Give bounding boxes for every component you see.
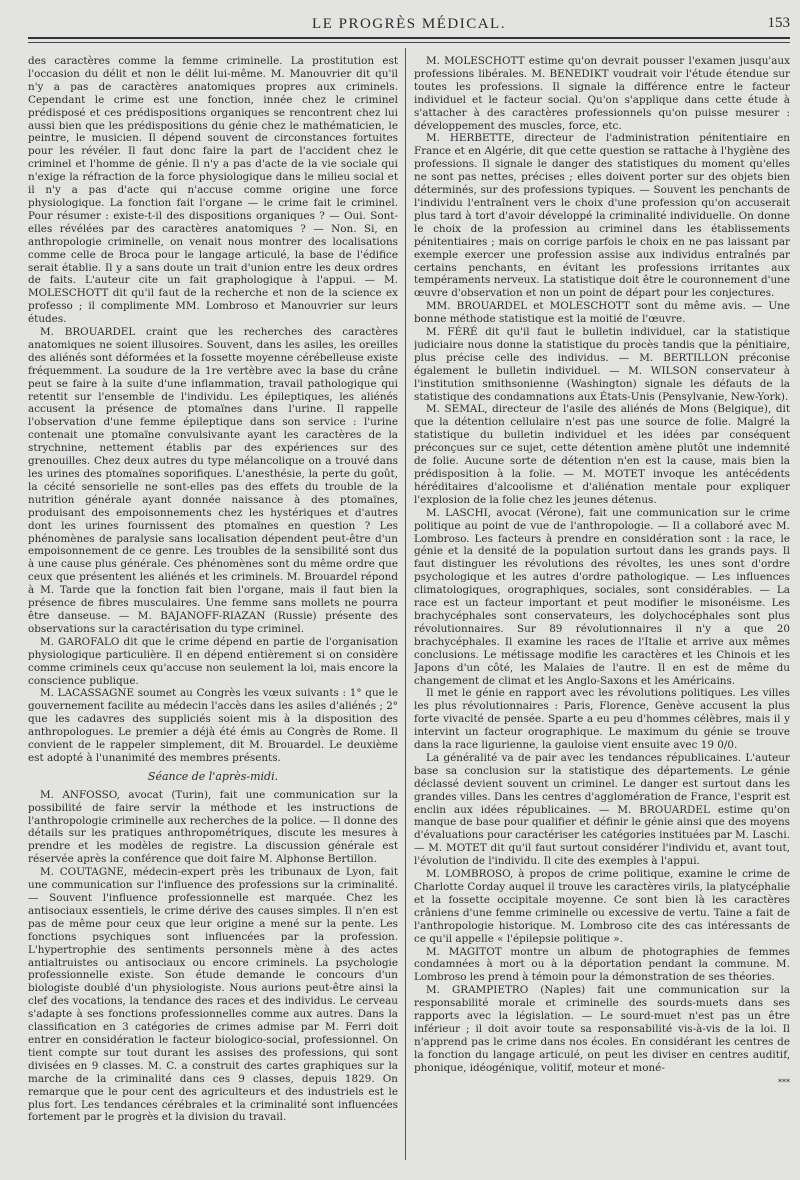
paragraph: M. LASCHI, avocat (Vérone), fait une communication sur le crime politique au point de vue de l'anthropologie. — Il a collaboré avec M. Lombroso. Les facteurs à prendre en considération sont : la race, le génie et la densité de la population surtout dans les grands pays. Il faut distinguer les révolutions des révoltes, les unes sont d'ordre psychologique et les autres d'ordre pathologique. — Les influences climatologiques, orographiques, sociales, sont considérables. — La race est un facteur important et peut modifier le misonéisme. Les brachycéphales sont conservateurs, les dolychocéphales sont plus révolutionnaires. Sur 89 révolutionnaires il n'y a que 20 brachycéphales. Il examine les races de l'Italie et arrive aux mêmes conclusions. Le métissage modifie les caractères et les Chinois et les Japons d'un côté, les Malaies de l'autre. Il en est de même du changement de climat et les Anglo-Saxons et les Américains.	[414, 506, 790, 687]
paragraph: M. GAROFALO dit que le crime dépend en partie de l'organisation physiologique particulière. Il en dépend entièrement si on considère comme criminels ceux qu'accuse non seulement la loi, mais encore la conscience publique.	[28, 635, 398, 687]
paragraph: M. FÉRÉ dit qu'il faut le bulletin individuel, car la statistique judiciaire nous donne la statistique du procès tandis que la pénitiaire, plus précise celle des individus. — M. BERTILLON préconise également le bulletin individuel. — M. WILSON conservateur à l'institution smithsonienne (Washington) signale les défauts de la statistique des condamnations aux États-Unis (Pensylvanie, New-York).	[414, 326, 790, 403]
right-column	[414, 55, 790, 1165]
page-header	[28, 14, 790, 36]
paragraph: des caractères comme la femme criminelle. La prostitution est l'occasion du délit et non le délit lui-même. M. Manouvrier dit qu'il n'y a pas de caractères anatomiques propres aux criminels. Cependant le crime est une fonction, innée chez le criminel prédisposé et ces prédispositions organiques se rencontrent chez lui aussi bien que les prédispositions du génie chez le mathématicien, le peintre, le musicien. Il dépend souvent de circonstances fortuites pour les révéler. Il faut donc faire la part de l'accident chez le criminel et l'homme de génie. Il n'y a pas d'acte de la vie sociale qui n'exige la réfraction de la force physiologique dans le milieu social et il n'y a pas d'acte qui n'accuse comme origine une force physiologique. La fonction fait l'organe — le crime fait le criminel. Pour résumer : existe-t-il des dispositions organiques ? — Oui. Sont-elles révélées par des caractères anatomiques ? — Non. Si, en anthropologie criminelle, on venait nous montrer des localisations comme celle de Broca pour le langage articulé, la base de l'édifice serait établie. Il y a sans doute un trait d'union entre les deux ordres de faits. L'auteur cite un fait graphologique à l'appui. — M. MOLESCHOTT dit qu'il faut de la recherche et non de la science ex professo ; il complimente MM. Lombroso et Manouvrier sur leurs études.	[28, 55, 398, 326]
left-column	[28, 55, 398, 1165]
header-rule-thick	[28, 37, 790, 39]
paragraph: M. HERBETTE, directeur de l'administration pénitentiaire en France et en Algérie, dit que cette question se rattache à l'hygiène des professions. Il signale le danger des statistiques du moment qu'elles ne sont pas nettes, précises ; elles doivent porter sur des objets bien déterminés, sur des professions typiques. — Souvent les penchants de l'individu l'entraînent vers le choix d'une profession qu'on accuserait plus tard à tort d'avoir développé la criminalité individuelle. On donne le choix de la profession au criminel dans les établissements pénitentiaires ; mais on corrige parfois le choix en ne pas laissant par exemple exercer une profession assise aux individus entraînés par certains penchants, en évitant les professions irritantes aux tempéraments nerveux. La statistique doit être le couronnement d'une œuvre d'observation et non un point de départ pour les conjectures.	[414, 132, 790, 300]
journal-title: LE PROGRÈS MÉDICAL.	[312, 16, 506, 32]
paragraph: M. LOMBROSO, à propos de crime politique, examine le crime de Charlotte Corday auquel il trouve les caractères virils, la platycéphalie et la fossette occipitale moyenne. Ce sont bien là les caractères crâniens d'une femme criminelle ou excessive de vertu. Taine a fait de l'anthropologie historique. M. Lombroso cite des cas intéressants de ce qu'il appelle « l'épilepsie politique ».	[414, 868, 790, 945]
paragraph: La généralité va de pair avec les tendances républicaines. L'auteur base sa conclusion sur la statistique des départements. Le génie déclassé devient souvent un criminel. Le danger est surtout dans les grandes villes. Dans les centres d'agglomération de France, l'esprit est enclin aux idées républicaines. — M. BROUARDEL estime qu'on manque de base pour qualifier et définir le génie ainsi que des moyens d'évaluations pour caractériser les catégories instituées par M. Laschi. — M. MOTET dit qu'il faut surtout considérer l'individu et, avant tout, l'évolution de l'individu. Il cite des exemples à l'appui.	[414, 751, 790, 868]
paragraph: M. ANFOSSO, avocat (Turin), fait une communication sur la possibilité de faire servir la méthode et les instructions de l'anthropologie criminelle aux recherches de la police. — Il donne des détails sur les pratiques anthropométriques, discute les mesures à prendre et les modèles de registre. La discussion générale est réservée après la conférence que doit faire M. Alphonse Bertillon.	[28, 788, 398, 866]
page-number: 153	[767, 15, 790, 31]
paragraph: Il met le génie en rapport avec les révolutions politiques. Les villes les plus révolutionnaires : Paris, Florence, Genève accusent la plus forte vivacité de pensée. Sparte a eu peu d'hommes célèbres, mais il y intervint un facteur orographique. Le maximum du génie se trouve dans la race ligurienne, la gauloise vient ensuite avec 19 0/0.	[414, 687, 790, 752]
paragraph: M. BROUARDEL craint que les recherches des caractères anatomiques ne soient illusoires. Souvent, dans les asiles, les oreilles des aliénés sont déformées et la fossette moyenne cérébelleuse existe fréquemment. La soudure de la 1re vertèbre avec la base du crâne peut se faire à la suite d'une inflammation, travail pathologique qui retentit sur l'ensemble de l'individu. Les épileptiques, les aliénés accusent la présence de ptomaïnes dans l'urine. Il rappelle l'observation d'une femme épileptique dans son service : l'urine contenait une ptomaïne convulsivante ayant les caractères de la strychnine, nettement établis par des expériences sur des grenouilles. Chez deux autres du type mélancolique on a trouvé dans les urines des ptomaïnes soporifiques. L'anesthésie, la perte du goût, la cécité sensorielle ne sont-elles pas des effets du trouble de la nutrition générale ayant donnée naissance à des ptomaïnes, produisant des empoisonnements chez les hystériques et d'autres dont les urines fournissent des ptomaïnes en question ? Les phénomènes de paralysie sans localisation dépendent peut-être d'un empoisonnement de ce genre. Les troubles de la sensibilité sont dus à une cause plus générale. Ces phénomènes sont du même ordre que ceux que présentent les aliénés et les criminels. M. Brouardel répond à M. Tarde que la fonction fait bien l'organe, mais il faut bien la présence de fibres musculaires. Une femme sans mollets ne pourra être danseuse. — M. BAJANOFF-RIAZAN (Russie) présente des observations sur la caractérisation du type criminel.	[28, 326, 398, 635]
paragraph: M. LACASSAGNE soumet au Congrès les vœux suivants : 1° que le gouvernement facilite au médecin l'accès dans les asiles d'aliénés ; 2° que les cadavres des suppliciés soient mis à la disposition des anthropologues. Le premier a déjà été émis au Congrès de Rome. Il convient de le rappeler simplement, dit M. Brouardel. Le deuxième est adopté à l'unanimité des membres présents.	[28, 687, 398, 764]
paragraph: M. COUTAGNE, médecin-expert près les tribunaux de Lyon, fait une communication sur l'influence des professions sur la criminalité. — Souvent l'influence professionnelle est marquée. Chez les antisociaux essentiels, le crime dérive des causes simples. Il n'en est pas de même pour ceux que leur origine a mené sur la pente. Les fonctions psychiques sont influencées par la profession. L'hypertrophie des sentiments personnels mène à des actes antialtruistes ou antisociaux ou encore criminels. La psychologie professionnelle existe. Son étude demande le concours d'un biologiste doublé d'un physiologiste. Nous aurions peut-être ainsi la clef des vocations, la tendance des races et des individus. Le cerveau s'adapte à ses fonctions professionnelles comme aux autres. Dans la classification en 3 catégories de crimes admise par M. Ferri doit entrer en considération le facteur biologico-social, professionnel. On tient compte sur tout durant les assises des professions, qui sont divisées en 9 classes. M. C. a construit des cartes graphiques sur la marche de la criminalité dans ces 9 classes, depuis 1829. On remarque que le pour cent des agriculteurs et des industriels est le plus fort. Les tendances cérébrales et la criminalité sont influencées fortement par le progrès et la division du travail.	[28, 866, 398, 1124]
section-heading: Séance de l'après-midi.	[147, 769, 279, 783]
paragraph: M. MAGITOT montre un album de photographies de femmes condamnées à mort ou à la déportation pendant la commune. M. Lombroso les prend à témoin pour la démonstration de ses théories.	[414, 945, 790, 984]
end-mark: ***	[778, 1077, 790, 1087]
paragraph: M. SEMAL, directeur de l'asile des aliénés de Mons (Belgique), dit que la détention cellulaire n'est pas une source de folie. Malgré la statistique du bulletin individuel et les idées par conséquent préconçues sur ce sujet, cette détention amène plutôt une indemnité de folie. Aucune sorte de détention n'en est la cause, mais bien la prédisposition à la folie. — M. MOTET invoque les antécédents héréditaires d'alcoolisme et d'aliénation mentale pour expliquer l'explosion de la folie chez les jeunes détenus.	[414, 403, 790, 506]
header-rule-thin	[28, 42, 790, 43]
column-divider	[405, 48, 406, 1160]
paragraph: M. MOLESCHOTT estime qu'on devrait pousser l'examen jusqu'aux professions libérales. M. BENEDIKT voudrait voir l'étude étendue sur toutes les professions. Il signale la différence entre le facteur individuel et le facteur social. Qu'on s'applique dans cette étude à s'attacher à des caractères professionnels qu'on puisse mesurer : développement des muscles, force, etc.	[414, 55, 790, 132]
paragraph: MM. BROUARDEL et MOLESCHOTT sont du même avis. — Une bonne méthode statistique est la moitié de l'œuvre.	[414, 300, 790, 326]
paragraph: M. GRAMPIETRO (Naples) fait une communication sur la responsabilité morale et criminelle des sourds-muets dans ses rapports avec la législation. — Le sourd-muet n'est pas un être inférieur ; il doit avoir toute sa responsabilité vis-à-vis de la loi. Il n'apprend pas le crime dans nos écoles. En considérant les centres de la fonction du langage articulé, on peut les diviser en centres auditif, phonique, idéogénique, volitif, moteur et moné-	[414, 984, 790, 1074]
